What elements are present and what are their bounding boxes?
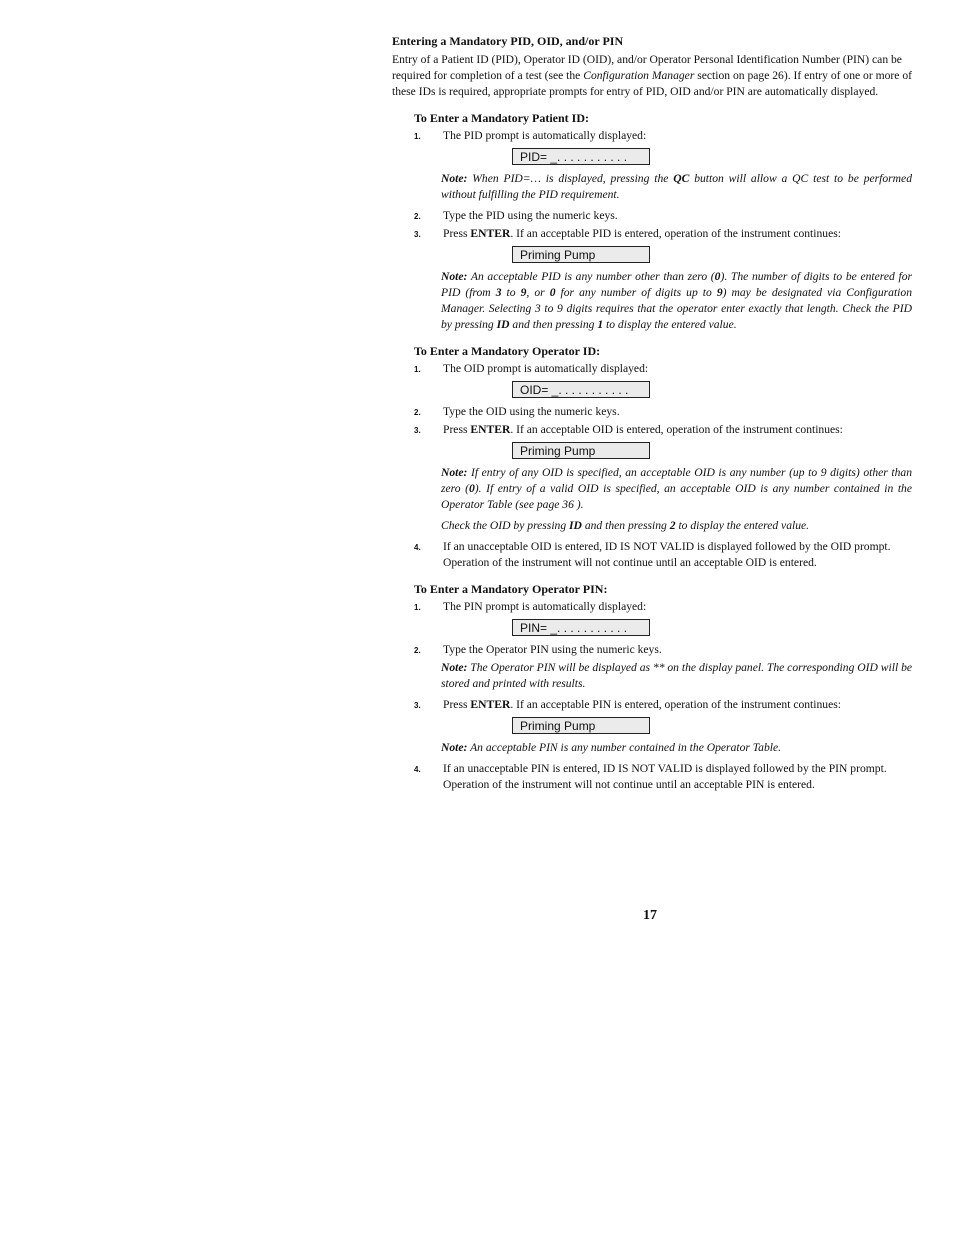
page-number: 17 xyxy=(643,908,657,923)
oid-note-acceptable: Note: If entry of any OID is specified, an acceptable OID is any number (up to 9 digits) other than zero (0). If entry of a valid OID is specified, an acceptable OID is any number contained in the Operator Table (see page 36 ). xyxy=(441,466,912,511)
pid-step-2: 2. Type the PID using the numeric keys. xyxy=(414,209,618,222)
pid-priming-display: Priming Pump xyxy=(512,246,650,263)
oid-prompt-display: OID= _. . . . . . . . . . . xyxy=(512,381,650,398)
pin-step-4: 4. If an unacceptable PIN is entered, ID IS NOT VALID is displayed followed by the PIN prompt. Operation of the instrument will not continue until an acceptable PIN is entered. xyxy=(414,762,887,791)
oid-step-2: 2. Type the OID using the numeric keys. xyxy=(414,405,620,418)
oid-note-check: Check the OID by pressing ID and then pressing 2 to display the entered value. xyxy=(441,519,810,532)
oid-step-3: 3. Press ENTER. If an acceptable OID is entered, operation of the instrument continues: xyxy=(414,423,843,436)
pin-priming-display: Priming Pump xyxy=(512,717,650,734)
pid-subtitle: To Enter a Mandatory Patient ID: xyxy=(414,111,589,125)
pin-note-display: Note: The Operator PIN will be displayed as ** on the display panel. The corresponding OID will be stored and printed with results. xyxy=(441,661,913,690)
oid-step-4: 4. If an unacceptable OID is entered, ID IS NOT VALID is displayed followed by the OID prompt. Operation of the instrument will not continue until an acceptable OID is entered. xyxy=(414,540,891,569)
pid-step-1: 1. The PID prompt is automatically displayed: xyxy=(414,129,647,142)
pin-subtitle: To Enter a Mandatory Operator PIN: xyxy=(414,582,608,596)
intro-paragraph: Entry of a Patient ID (PID), Operator ID (OID), and/or Operator Personal Identification Number (PIN) can be required for completion of a test (see the Configuration Manager section on page 26). If entry of one or more of these IDs is required, appropriate prompts for entry of PID, OID and/or PIN are automatically displayed. xyxy=(392,53,912,98)
pid-prompt-display: PID= _. . . . . . . . . . . xyxy=(512,148,650,165)
pid-note-acceptable: Note: An acceptable PID is any number other than zero (0). The number of digits to be entered for PID (from 3 to 9, or 0 for any number of digits up to 9) may be designated via Configuration Manager. Selecting 3 to 9 digits requires that the operator enter exactly that length. Check the PID by pressing ID and then pressing 1 to display the entered value. xyxy=(441,270,912,331)
pid-step-3: 3. Press ENTER. If an acceptable PID is entered, operation of the instrument continues: xyxy=(414,227,841,240)
oid-subtitle: To Enter a Mandatory Operator ID: xyxy=(414,344,601,358)
section-title: Entering a Mandatory PID, OID, and/or PIN xyxy=(392,34,624,48)
document-body xyxy=(392,33,912,794)
pin-step-1: 1. The PIN prompt is automatically displayed: xyxy=(414,600,647,613)
pin-prompt-display: PIN= _. . . . . . . . . . . xyxy=(512,619,650,636)
pin-step-3: 3. Press ENTER. If an acceptable PIN is entered, operation of the instrument continues: xyxy=(414,698,841,711)
pin-note-acceptable: Note: An acceptable PIN is any number contained in the Operator Table. xyxy=(441,741,782,754)
pid-note-qc: Note: When PID=… is displayed, pressing the QC button will allow a QC test to be performed without fulfilling the PID requirement. xyxy=(441,172,912,201)
oid-priming-display: Priming Pump xyxy=(512,442,650,459)
pin-step-2: 2. Type the Operator PIN using the numeric keys. xyxy=(414,643,662,656)
oid-step-1: 1. The OID prompt is automatically displayed: xyxy=(414,362,649,375)
